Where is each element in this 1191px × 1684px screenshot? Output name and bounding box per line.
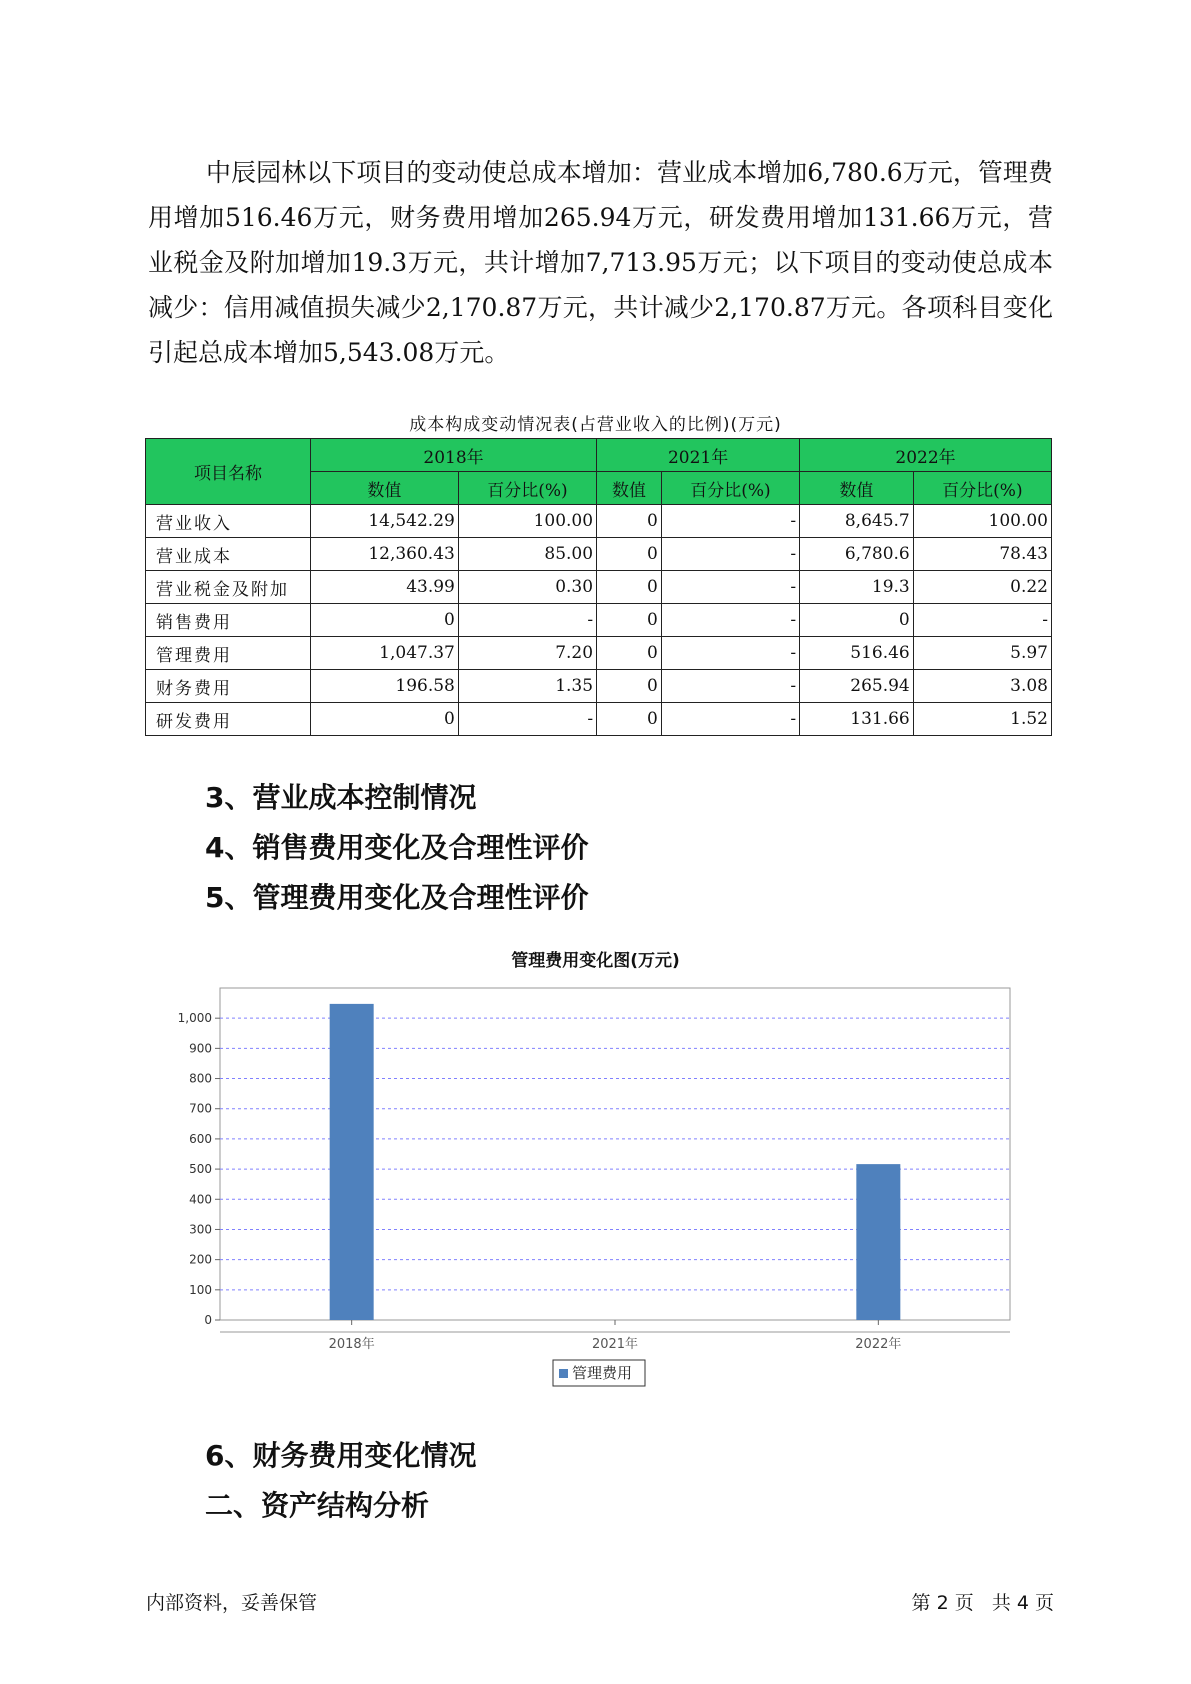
table-row: [146, 670, 1052, 703]
y-tick-label: 400: [189, 1192, 212, 1207]
cell: -: [661, 637, 799, 670]
cell: 7.20: [458, 637, 596, 670]
table-caption: 成本构成变动情况表(占营业收入的比例)(万元): [409, 415, 782, 435]
cell: 0: [597, 670, 662, 703]
cell: 14,542.29: [311, 505, 459, 538]
cell: -: [661, 505, 799, 538]
cell: 100.00: [458, 505, 596, 538]
cell: 265.94: [800, 670, 914, 703]
cell: 516.46: [800, 637, 914, 670]
bar-3: [856, 1164, 900, 1320]
cell: 0: [597, 571, 662, 604]
y-tick-label: 300: [189, 1222, 212, 1237]
row-name: 营业收入: [146, 505, 311, 538]
cell: -: [913, 604, 1051, 637]
cell: 100.00: [913, 505, 1051, 538]
cell: 78.43: [913, 538, 1051, 571]
row-name: 营业税金及附加: [146, 571, 311, 604]
y-tick-label: 900: [189, 1041, 212, 1056]
y-tick-label: 200: [189, 1252, 212, 1267]
row-name: 销售费用: [146, 604, 311, 637]
cell: 5.97: [913, 637, 1051, 670]
heading-finance-expense: 6、财务费用变化情况: [205, 1439, 477, 1472]
cell: -: [661, 571, 799, 604]
cell: 0: [597, 703, 662, 736]
cell: -: [458, 703, 596, 736]
cell: 0: [597, 604, 662, 637]
x-tick-label: 2018年: [328, 1337, 375, 1352]
y-tick-label: 800: [189, 1071, 212, 1086]
header-value: 数值: [597, 472, 662, 505]
cell: 0: [597, 505, 662, 538]
heading-admin-expense: 5、管理费用变化及合理性评价: [205, 881, 589, 914]
footer-confidential: 内部资料，妥善保管: [146, 1592, 318, 1614]
table-row: [146, 538, 1052, 571]
summary-text: 中辰园林以下项目的变动使总成本增加：营业成本增加6,780.6万元，管理费用增加516.46万元，财务费用增加265.94万元，研发费用增加131.66万元，营业税金及附加增加19.3万元，共计增加7,713.95万元；以下项目的变动使总成本减少：信用减值损失减少2,170.87万元，共计减少2,170.87万元。各项科目变化引起总成本增加5,543.08万元。: [148, 158, 1053, 367]
y-tick-label: 0: [204, 1313, 212, 1327]
cost-structure-table: [145, 438, 1052, 736]
legend-label: 管理费用: [572, 1364, 633, 1382]
row-name: 研发费用: [146, 703, 311, 736]
table-row: [146, 637, 1052, 670]
cell: 0: [597, 538, 662, 571]
cell: 85.00: [458, 538, 596, 571]
cell: 131.66: [800, 703, 914, 736]
table-row: [146, 604, 1052, 637]
y-tick-label: 500: [189, 1162, 212, 1177]
cell: -: [661, 604, 799, 637]
header-pct: 百分比(%): [913, 472, 1051, 505]
cell: -: [661, 538, 799, 571]
cell: 196.58: [311, 670, 459, 703]
cell: 3.08: [913, 670, 1051, 703]
x-tick-label: 2022年: [855, 1337, 902, 1352]
chart-title: 管理费用变化图(万元): [511, 951, 680, 971]
heading-sales-expense: 4、销售费用变化及合理性评价: [205, 831, 589, 864]
cell: -: [661, 703, 799, 736]
table-row: [146, 571, 1052, 604]
row-name: 管理费用: [146, 637, 311, 670]
cell: 0: [311, 604, 459, 637]
heading-cost-control: 3、营业成本控制情况: [205, 781, 477, 814]
cell: 19.3: [800, 571, 914, 604]
cell: 6,780.6: [800, 538, 914, 571]
bar-1: [330, 1004, 374, 1320]
footer-page-number: 第 2 页 共 4 页: [911, 1592, 1054, 1614]
cell: -: [661, 670, 799, 703]
cell: 0: [800, 604, 914, 637]
cell: -: [458, 604, 596, 637]
y-tick-label: 100: [189, 1282, 212, 1297]
header-value: 数值: [800, 472, 914, 505]
cell: 8,645.7: [800, 505, 914, 538]
header-year-2018: 2018年: [311, 439, 597, 472]
cell: 43.99: [311, 571, 459, 604]
row-name: 财务费用: [146, 670, 311, 703]
cell: 0: [597, 637, 662, 670]
y-tick-label: 1,000: [177, 1011, 212, 1026]
table-row: [146, 703, 1052, 736]
header-year-2021: 2021年: [597, 439, 800, 472]
cell: 1.35: [458, 670, 596, 703]
table-row: [146, 505, 1052, 538]
cell: 0: [311, 703, 459, 736]
y-tick-label: 600: [189, 1131, 212, 1146]
summary-paragraph: [148, 150, 1053, 375]
header-pct: 百分比(%): [458, 472, 596, 505]
y-tick-label: 700: [189, 1101, 212, 1116]
cell: 12,360.43: [311, 538, 459, 571]
cell: 0.30: [458, 571, 596, 604]
header-item-name: 项目名称: [146, 439, 311, 505]
x-tick-label: 2021年: [591, 1337, 639, 1352]
admin-expense-bar-chart: [160, 975, 1020, 1395]
header-value: 数值: [311, 472, 459, 505]
row-name: 营业成本: [146, 538, 311, 571]
cell: 0.22: [913, 571, 1051, 604]
heading-asset-structure: 二、资产结构分析: [205, 1489, 430, 1522]
header-pct: 百分比(%): [661, 472, 799, 505]
cell: 1,047.37: [311, 637, 459, 670]
legend-swatch: [559, 1369, 568, 1378]
header-year-2022: 2022年: [800, 439, 1052, 472]
cell: 1.52: [913, 703, 1051, 736]
